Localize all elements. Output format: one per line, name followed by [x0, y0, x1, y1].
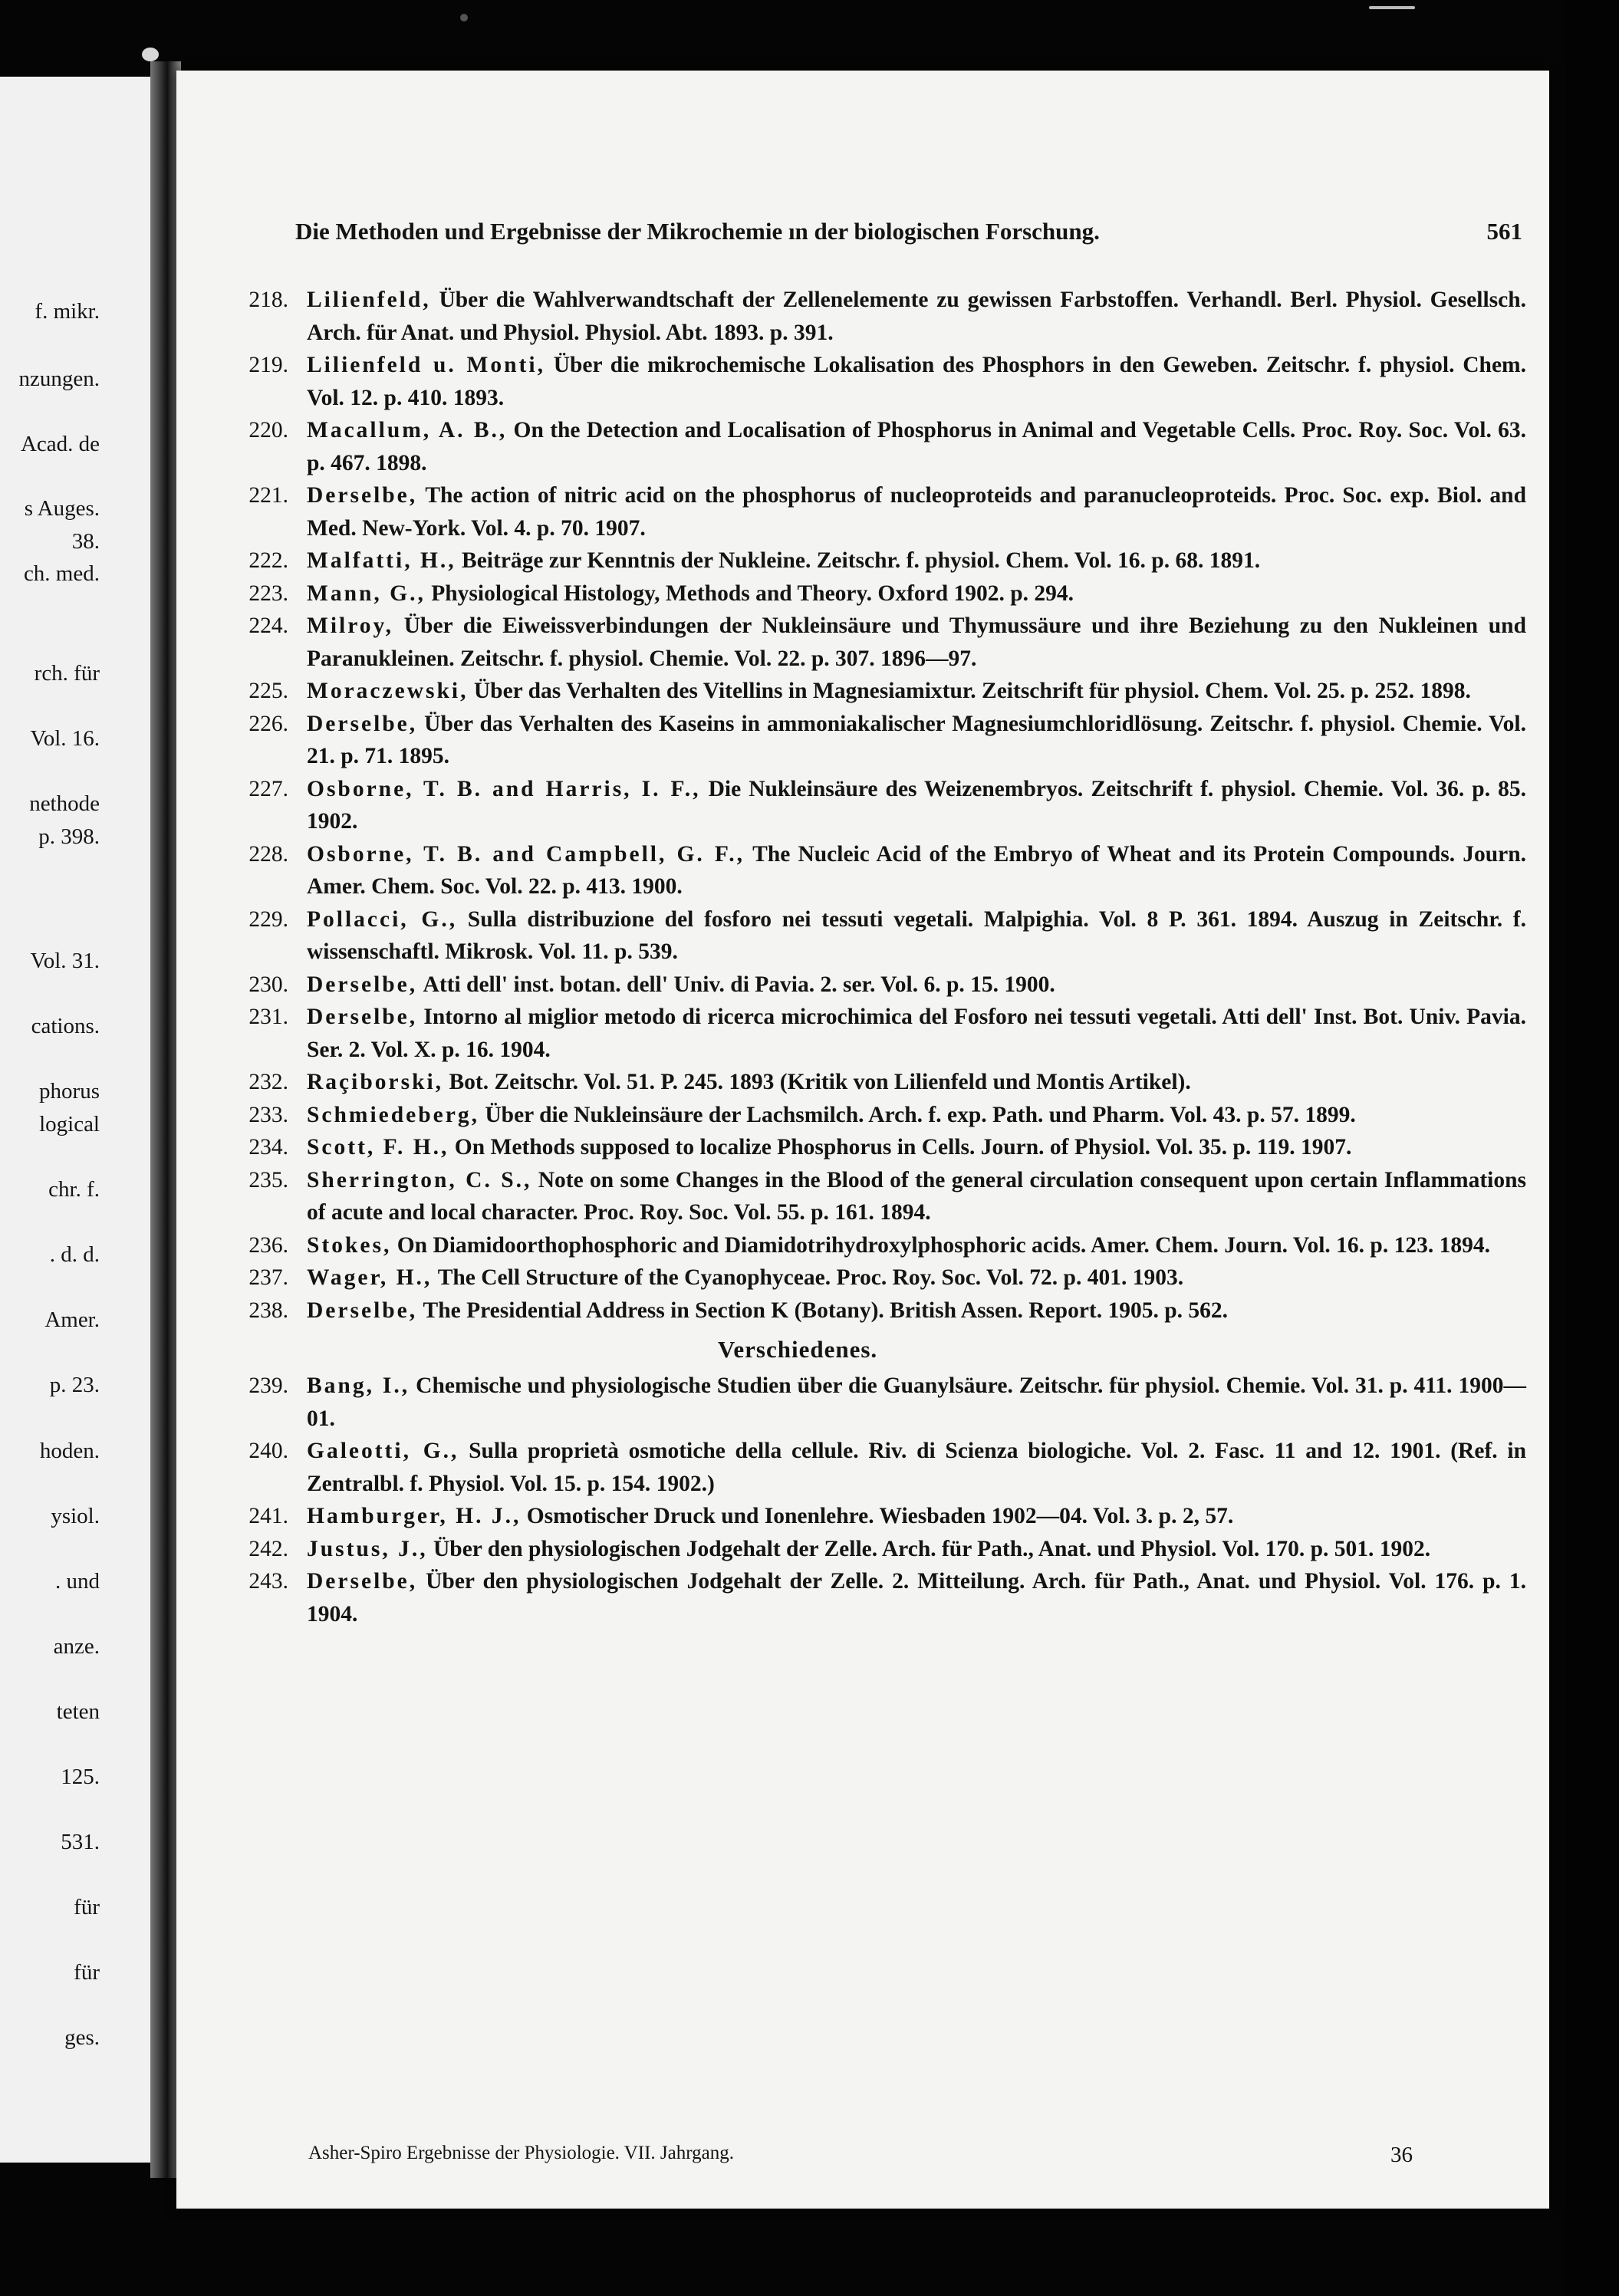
- reference-author: Justus, J.,: [307, 1536, 428, 1561]
- reference-entry: [222, 577, 1526, 610]
- reference-text: Sulla proprietà osmotiche della cellule. Riv. di Scienza biologiche. Vol. 2. Fasc. 11 and 12. 1901. (Ref. in Zentralbl. f. Physiol. Vol. 15. p. 154. 1902.): [307, 1439, 1526, 1496]
- reference-text: Über das Verhalten des Kaseins in ammoniakalischer Magnesiumchloridlösung. Zeitschr. f. physiol. Chemie. Vol. 21. p. 71. 1895.: [307, 711, 1526, 768]
- reference-number: 229.: [248, 906, 288, 932]
- reference-entry: [222, 1370, 1526, 1435]
- reference-number: 231.: [248, 1005, 288, 1029]
- left-fragment: 38.: [71, 529, 100, 554]
- reference-entry: [222, 544, 1526, 577]
- left-fragment: chr. f.: [48, 1177, 100, 1202]
- reference-list: [222, 284, 1526, 1630]
- reference-entry: [222, 1500, 1526, 1533]
- reference-entry: [222, 969, 1526, 1002]
- reference-author: Osborne, T. B. and Harris, I. F.,: [307, 776, 701, 801]
- reference-entry: [222, 1294, 1526, 1327]
- reference-author: Derselbe,: [307, 1569, 418, 1594]
- reference-number: 221.: [248, 483, 288, 508]
- reference-entry: [222, 1099, 1526, 1132]
- reference-text: The Cell Structure of the Cyanophyceae. Proc. Roy. Soc. Vol. 72. p. 401. 1903.: [437, 1265, 1184, 1290]
- reference-text: Über die Wahlverwandtschaft der Zellenelemente zu gewissen Farbstoffen. Verhandl. Berl. Physiol. Gesellsch. Arch. für Anat. und Physiol. Physiol. Abt. 1893. p. 391.: [307, 288, 1526, 345]
- reference-entry: [222, 1066, 1526, 1099]
- left-fragment: Amer.: [44, 1308, 100, 1332]
- reference-number: 224.: [248, 613, 288, 638]
- reference-text: The action of nitric acid on the phosphorus of nucleoproteids and paranucleoproteids. Proc. Soc. exp. Biol. and Med. New-York. Vol. 4. p. 70. 1907.: [307, 483, 1526, 541]
- reference-text: The Presidential Address in Section K (Botany). British Assen. Report. 1905. p. 562.: [423, 1298, 1229, 1323]
- left-fragment: für: [74, 1895, 100, 1919]
- reference-text: Note on some Changes in the Blood of the general circulation consequent upon certain Inflammations of acute and local character. Proc. Roy. Soc. Vol. 55. p. 161. 1894.: [307, 1167, 1526, 1225]
- reference-entry: [222, 1533, 1526, 1566]
- reference-text: Sulla distribuzione del fosforo nei tessuti vegetali. Malpighia. Vol. 8 P. 361. 1894. Auszug in Zeitschr. f. wissenschaftl. Mikrosk. Vol. 11. p. 539.: [307, 906, 1526, 964]
- reference-text: Chemische und physiologische Studien über die Guanylsäure. Zeitschr. für physiol. Chemie. Vol. 31. p. 411. 1900—01.: [307, 1373, 1527, 1431]
- reference-number: 243.: [248, 1569, 288, 1594]
- reference-number: 218.: [248, 288, 288, 312]
- reference-number: 225.: [248, 679, 288, 703]
- left-fragment: p. 23.: [49, 1373, 100, 1397]
- reference-text: On Diamidoorthophosphoric and Diamidotrihydroxylphosphoric acids. Amer. Chem. Journ. Vol. 16. p. 123. 1894.: [397, 1232, 1490, 1258]
- reference-number: 237.: [248, 1265, 288, 1290]
- reference-author: Lilienfeld,: [307, 288, 431, 312]
- reference-entry: [222, 1164, 1526, 1229]
- footer-text: Asher-Spiro Ergebnisse der Physiologie. VII. Jahrgang.: [308, 2143, 734, 2163]
- reference-number: 220.: [248, 418, 288, 442]
- left-fragment: Acad. de: [20, 432, 100, 456]
- reference-author: Derselbe,: [307, 1005, 418, 1029]
- reference-text: Über die Nukleinsäure der Lachsmilch. Arch. f. exp. Path. und Pharm. Vol. 43. p. 57. 1899.: [485, 1102, 1356, 1127]
- left-fragment: logical: [39, 1112, 100, 1136]
- reference-text: Intorno al miglior metodo di ricerca microchimica del Fosforo nei tessuti vegetali. Atti dell' Inst. Bot. Univ. Pavia. Ser. 2. Vol. X. p. 16. 1904.: [307, 1005, 1527, 1062]
- reference-author: Macallum, A. B.,: [307, 418, 508, 442]
- reference-text: Atti dell' inst. botan. dell' Univ. di Pavia. 2. ser. Vol. 6. p. 15. 1900.: [423, 972, 1055, 997]
- left-fragment: 531.: [61, 1830, 100, 1854]
- reference-author: Pollacci, G.,: [307, 906, 458, 932]
- reference-text: Beiträge zur Kenntnis der Nukleine. Zeitschr. f. physiol. Chem. Vol. 16. p. 68. 1891.: [462, 548, 1261, 573]
- dust-speck: [1369, 6, 1415, 9]
- reference-author: Lilienfeld u. Monti,: [307, 353, 545, 377]
- reference-entry: [222, 1261, 1526, 1294]
- dust-speck: [142, 48, 159, 61]
- left-fragment: 125.: [61, 1765, 100, 1789]
- reference-number: 241.: [248, 1504, 288, 1528]
- reference-author: Moraczewski,: [307, 679, 469, 703]
- reference-number: 234.: [248, 1135, 288, 1160]
- reference-text: Über die mikrochemische Lokalisation des Phosphors in den Geweben. Zeitschr. f. physiol. Chem. Vol. 12. p. 410. 1893.: [307, 353, 1526, 410]
- reference-entry: [222, 903, 1526, 969]
- reference-entry: [222, 773, 1526, 838]
- reference-text: Über die Eiweissverbindungen der Nukleinsäure und Thymussäure und ihre Beziehung zu den Nukleinen und Paranukleinen. Zeitschr. f. physiol. Chemie. Vol. 22. p. 307. 1896—97.: [307, 613, 1526, 671]
- reference-number: 238.: [248, 1298, 288, 1323]
- reference-entry: [222, 349, 1526, 414]
- left-fragment: teten: [56, 1699, 100, 1724]
- reference-author: Wager, H.,: [307, 1265, 433, 1290]
- signature-number: 36: [1390, 2143, 1413, 2167]
- reference-number: 223.: [248, 581, 288, 606]
- reference-entry: [222, 675, 1526, 708]
- page-number: 561: [1486, 218, 1522, 245]
- reference-author: Mann, G.,: [307, 581, 426, 606]
- left-fragment: rch. für: [34, 661, 100, 686]
- reference-number: 228.: [248, 841, 288, 867]
- reference-entry: [222, 1435, 1526, 1500]
- scan-margin-right: [1565, 0, 1619, 2296]
- reference-number: 222.: [248, 548, 288, 573]
- reference-author: Raçiborski,: [307, 1070, 444, 1094]
- reference-author: Galeotti, G.,: [307, 1439, 459, 1463]
- reference-text: Physiological Histology, Methods and Theory. Oxford 1902. p. 294.: [431, 581, 1074, 606]
- reference-number: 240.: [248, 1439, 288, 1463]
- reference-author: Sherrington, C. S.,: [307, 1167, 532, 1192]
- reference-text: The Nucleic Acid of the Embryo of Wheat and its Protein Compounds. Journ. Amer. Chem. Soc. Vol. 22. p. 413. 1900.: [307, 841, 1527, 899]
- reference-entry: [222, 1565, 1526, 1630]
- reference-author: Derselbe,: [307, 1298, 418, 1323]
- reference-entry: [222, 838, 1526, 903]
- running-header: [295, 218, 1522, 245]
- reference-number: 242.: [248, 1536, 288, 1561]
- reference-author: Malfatti, H.,: [307, 548, 456, 573]
- reference-text: Über das Verhalten des Vitellins in Magnesiamixtur. Zeitschrift für physiol. Chem. Vol. 25. p. 252. 1898.: [473, 679, 1471, 703]
- reference-entry: [222, 1229, 1526, 1262]
- left-fragment: anze.: [53, 1634, 100, 1659]
- reference-author: Stokes,: [307, 1232, 392, 1258]
- reference-entry: [222, 708, 1526, 773]
- reference-number: 230.: [248, 972, 288, 997]
- reference-author: Hamburger, H. J.,: [307, 1504, 522, 1528]
- reference-text: Osmotischer Druck und Ionenlehre. Wiesbaden 1902—04. Vol. 3. p. 2, 57.: [526, 1504, 1234, 1528]
- reference-text: Bot. Zeitschr. Vol. 51. P. 245. 1893 (Kritik von Lilienfeld und Montis Artikel).: [449, 1070, 1191, 1094]
- reference-text: Über den physiologischen Jodgehalt der Zelle. 2. Mitteilung. Arch. für Path., Anat. und Physiol. Vol. 176. p. 1. 1904.: [307, 1569, 1526, 1627]
- left-fragment: phorus: [39, 1079, 100, 1104]
- reference-number: 236.: [248, 1232, 288, 1258]
- reference-entry: [222, 1001, 1526, 1066]
- previous-page-edge: [0, 77, 153, 2163]
- section-heading: Verschiedenes.: [717, 1336, 878, 1363]
- reference-number: 219.: [248, 353, 288, 377]
- reference-author: Bang, I.,: [307, 1373, 410, 1398]
- reference-author: Derselbe,: [307, 972, 418, 997]
- left-fragment: f. mikr.: [35, 299, 100, 324]
- reference-entry: [222, 414, 1526, 479]
- book-page: [176, 71, 1549, 2209]
- reference-author: Scott, F. H.,: [307, 1135, 449, 1160]
- reference-number: 226.: [248, 711, 288, 736]
- page-footer: [308, 2143, 1413, 2167]
- reference-text: Über den physiologischen Jodgehalt der Zelle. Arch. für Path., Anat. und Physiol. Vol. 170. p. 501. 1902.: [433, 1536, 1431, 1561]
- reference-author: Derselbe,: [307, 711, 418, 736]
- left-fragment: cations.: [31, 1014, 100, 1038]
- left-fragment: nzungen.: [18, 367, 100, 391]
- reference-entry: [222, 1131, 1526, 1164]
- header-title: Die Methoden und Ergebnisse der Mikrochemie ın der biologischen Forschung.: [295, 218, 1100, 245]
- left-fragment: Vol. 16.: [30, 726, 100, 751]
- reference-number: 235.: [248, 1167, 288, 1192]
- left-fragment: . und: [55, 1569, 100, 1594]
- reference-author: Milroy,: [307, 613, 394, 638]
- reference-number: 227.: [248, 776, 288, 801]
- reference-text: On the Detection and Localisation of Phosphorus in Animal and Vegetable Cells. Proc. Roy. Soc. Vol. 63. p. 467. 1898.: [307, 418, 1526, 475]
- left-fragment: hoden.: [39, 1439, 100, 1463]
- reference-author: Derselbe,: [307, 483, 418, 508]
- left-fragment: für: [74, 1960, 100, 1985]
- left-fragment: ch. med.: [23, 561, 100, 586]
- left-fragment: ysiol.: [51, 1504, 100, 1528]
- reference-text: On Methods supposed to localize Phosphorus in Cells. Journ. of Physiol. Vol. 35. p. 119. 1907.: [454, 1135, 1352, 1160]
- reference-entry: [222, 479, 1526, 544]
- left-fragment: p. 398.: [38, 824, 100, 849]
- left-fragment: . d. d.: [49, 1242, 100, 1267]
- reference-author: Schmiedeberg,: [307, 1102, 479, 1127]
- left-fragment: s Auges.: [24, 496, 100, 521]
- dust-speck: [460, 14, 468, 21]
- reference-author: Osborne, T. B. and Campbell, G. F.,: [307, 841, 745, 867]
- left-fragment: nethode: [29, 791, 100, 816]
- reference-number: 232.: [248, 1070, 288, 1094]
- left-fragment: Vol. 31.: [30, 949, 100, 973]
- reference-number: 239.: [248, 1373, 288, 1398]
- left-fragment: ges.: [64, 2025, 100, 2050]
- reference-number: 233.: [248, 1102, 288, 1127]
- reference-entry: [222, 284, 1526, 349]
- reference-entry: [222, 610, 1526, 675]
- reference-text: Die Nukleinsäure des Weizenembryos. Zeitschrift f. physiol. Chemie. Vol. 36. p. 85. 1902.: [307, 776, 1526, 834]
